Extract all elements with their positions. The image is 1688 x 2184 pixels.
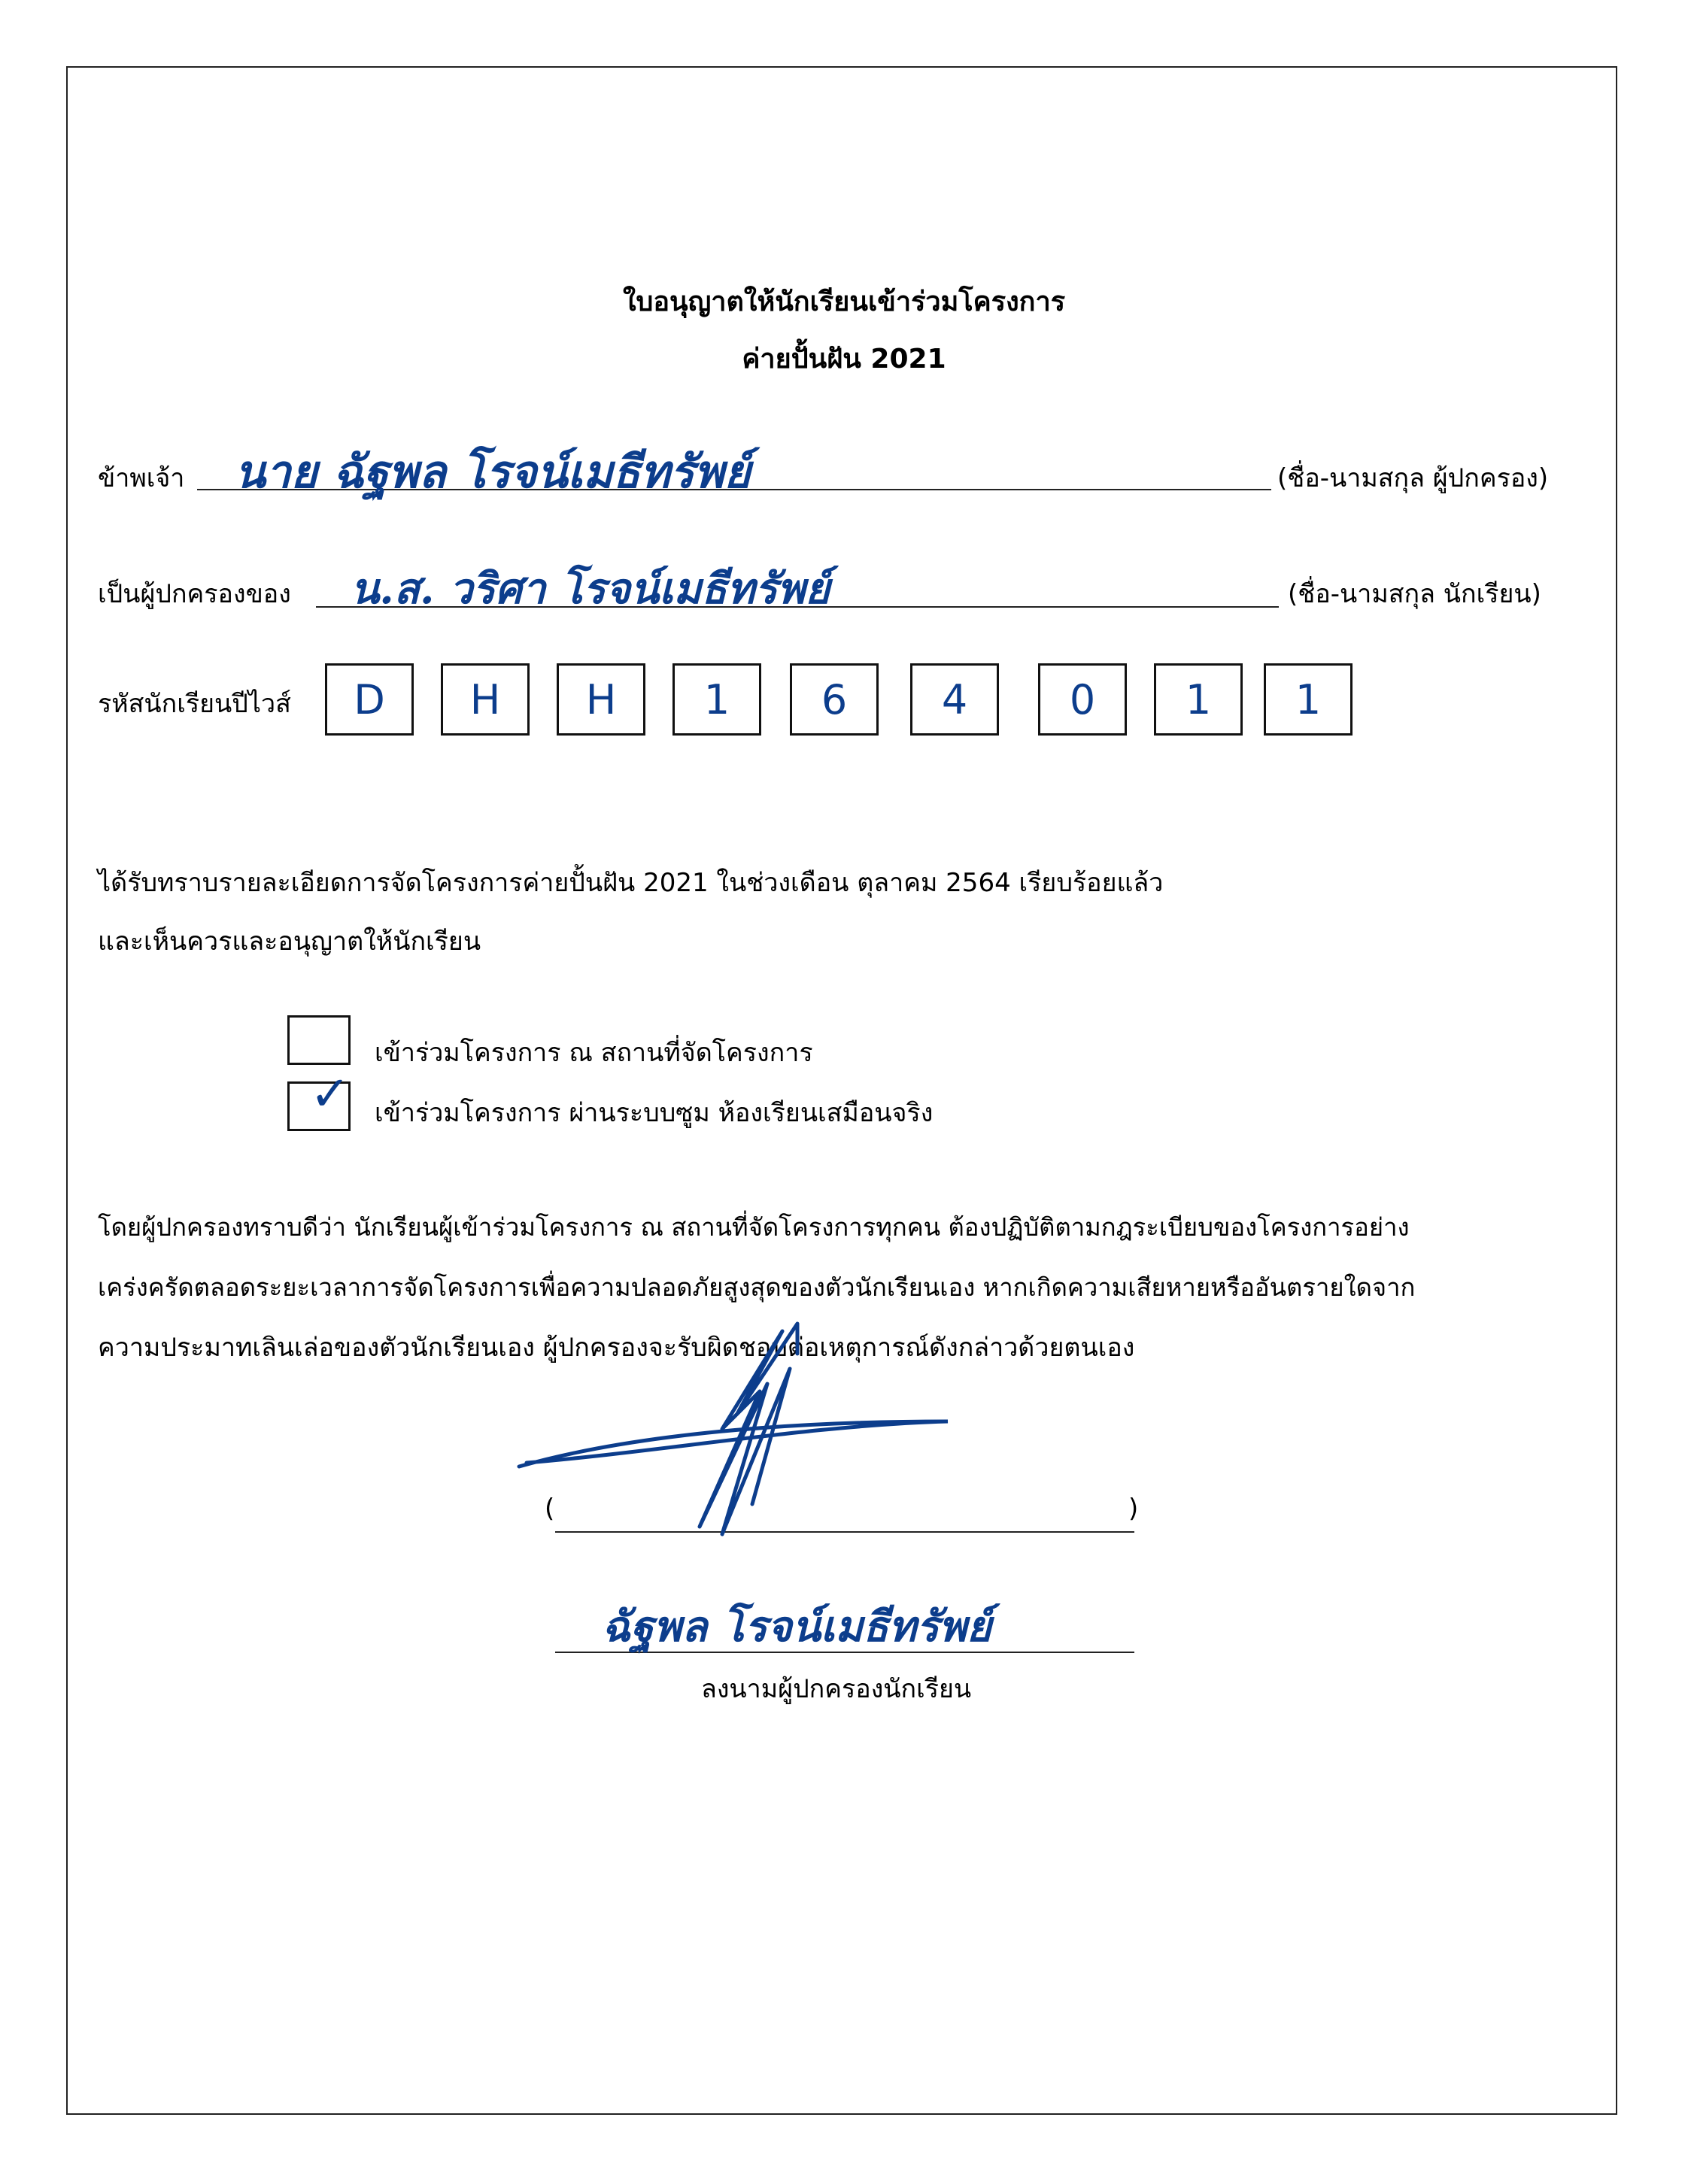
para1-line1: ได้รับทราบรายละเอียดการจัดโครงการค่ายปั้นฝัน 2021 ในช่วงเดือน ตุลาคม 2564 เรียบร้อยแล้ว bbox=[98, 868, 1164, 898]
guardian-hint: (ชื่อ-นามสกุล ผู้ปกครอง) bbox=[1277, 463, 1549, 493]
para1-line2: และเห็นควรและอนุญาตให้นักเรียน bbox=[98, 927, 481, 957]
id-char-box bbox=[1154, 663, 1243, 736]
id-char: 1 bbox=[1295, 675, 1322, 723]
para2-line1: โดยผู้ปกครองทราบดีว่า นักเรียนผู้เข้าร่วมโครงการ ณ สถานที่จัดโครงการทุกคน ต้องปฏิบัติตามกฎระเบียบของโครงการอย่าง bbox=[98, 1213, 1410, 1242]
option2-label: เข้าร่วมโครงการ ผ่านระบบซูม ห้องเรียนเสมือนจริง bbox=[375, 1098, 934, 1128]
paren-open: ( bbox=[545, 1494, 555, 1524]
id-char: H bbox=[469, 675, 501, 723]
form-title: ใบอนุญาตให้นักเรียนเข้าร่วมโครงการ bbox=[622, 287, 1066, 317]
id-char: 0 bbox=[1069, 675, 1096, 723]
form-subtitle: ค่ายปั้นฝัน 2021 bbox=[742, 344, 946, 375]
sign-label: ลงนามผู้ปกครองนักเรียน bbox=[701, 1674, 972, 1704]
id-char: H bbox=[585, 675, 617, 723]
student-name-handwritten: น.ส. วริศา โรจน์เมธีทรัพย์ bbox=[351, 564, 830, 614]
student-label: เป็นผู้ปกครองของ bbox=[98, 579, 291, 609]
id-char-box bbox=[910, 663, 999, 736]
id-char: 1 bbox=[1185, 675, 1212, 723]
check-mark-icon: ✓ bbox=[310, 1066, 351, 1122]
id-char: 4 bbox=[941, 675, 968, 723]
printed-name-handwritten: ฉัฐพล โรจน์เมธีทรัพย์ bbox=[602, 1602, 991, 1652]
id-char-box bbox=[790, 663, 879, 736]
id-char-box bbox=[557, 663, 645, 736]
id-char-box bbox=[1038, 663, 1127, 736]
id-char: D bbox=[354, 675, 385, 723]
id-char-box bbox=[1264, 663, 1353, 736]
id-char-box bbox=[441, 663, 530, 736]
id-char: 1 bbox=[703, 675, 730, 723]
paren-close: ) bbox=[1128, 1494, 1139, 1524]
id-char-box bbox=[672, 663, 761, 736]
id-char-box bbox=[325, 663, 414, 736]
id-char: 6 bbox=[821, 675, 848, 723]
signature-scribble bbox=[512, 1324, 963, 1549]
student-id-label: รหัสนักเรียนปีไวส์ bbox=[98, 689, 291, 719]
guardian-name-handwritten: นาย ฉัฐพล โรจน์เมธีทรัพย์ bbox=[235, 446, 751, 499]
guardian-label: ข้าพเจ้า bbox=[98, 463, 185, 493]
para2-line3: ความประมาทเลินเล่อของตัวนักเรียนเอง ผู้ปกครองจะรับผิดชอบต่อเหตุการณ์ดังกล่าวด้วยตนเอง bbox=[98, 1333, 1135, 1363]
option1-label: เข้าร่วมโครงการ ณ สถานที่จัดโครงการ bbox=[375, 1038, 813, 1068]
para2-line2: เคร่งครัดตลอดระยะเวลาการจัดโครงการเพื่อความปลอดภัยสูงสุดของตัวนักเรียนเอง หากเกิดความเสียหายหรืออันตรายใดจาก bbox=[98, 1273, 1416, 1302]
option1-checkbox[interactable] bbox=[287, 1015, 351, 1065]
student-hint: (ชื่อ-นามสกุล นักเรียน) bbox=[1288, 579, 1541, 609]
